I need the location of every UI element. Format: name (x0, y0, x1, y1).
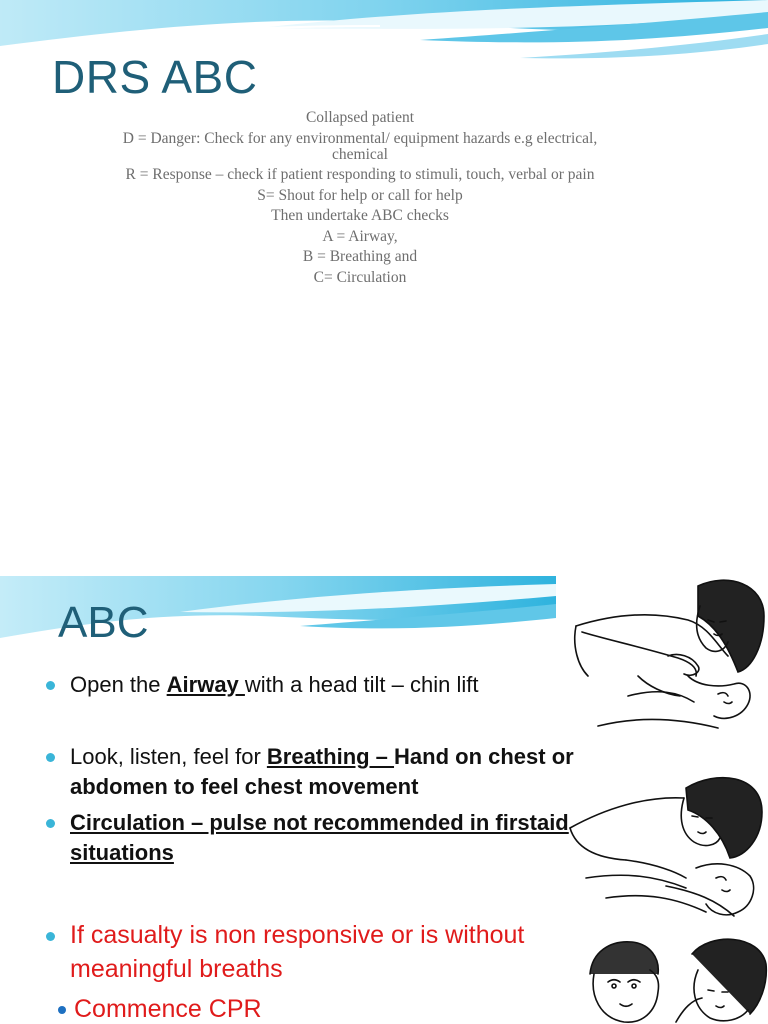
head-tilt-chin-lift-illustration (568, 576, 768, 741)
bullet-text: Commence CPR (74, 995, 262, 1023)
bullet-non-responsive (44, 918, 540, 986)
bullet-text: Open the (70, 672, 167, 697)
step-line: C= Circulation (313, 268, 407, 286)
step-line: B = Breathing and (302, 248, 418, 265)
bullet-text: with a head tilt – chin lift (244, 672, 479, 697)
bullet-text: Look, listen, feel for (70, 744, 267, 769)
bullet-dot-icon (46, 932, 55, 941)
step-line: Then undertake ABC checks (271, 207, 449, 224)
bullet-keyword: Airway (166, 672, 245, 697)
cpr-check-illustration (580, 934, 768, 1024)
bullet-dot-icon (46, 819, 55, 828)
bullet-keyword: Circulation – pulse not recommended in firstaid situations (70, 810, 569, 865)
step-line: A = Airway, (322, 227, 398, 245)
look-listen-feel-illustration (566, 768, 768, 928)
bullet-circulation (44, 808, 590, 868)
bullet-airway (44, 670, 478, 700)
slide-title: ABC (58, 598, 149, 647)
bullet-bold-text: Hand on chest or abdomen to feel chest movement (70, 744, 574, 799)
drs-abc-steps (95, 110, 625, 290)
bullet-breathing (44, 742, 590, 802)
bullet-dot-icon (46, 753, 55, 762)
step-line: Collapsed patient (305, 109, 415, 126)
bullet-text: If casualty is non responsive or is without meaningful breaths (70, 921, 525, 983)
sub-bullet-cpr (50, 992, 262, 1024)
sub-bullet-dot-icon (58, 1006, 66, 1014)
bullet-dot-icon (46, 681, 55, 690)
step-line: D = Danger: Check for any environmental/ equipment hazards e.g electrical, chemical (122, 129, 598, 163)
slide-abc (0, 576, 768, 1024)
slide-title: DRS ABC (52, 51, 258, 103)
bullet-keyword: Breathing – (266, 744, 395, 769)
step-line: R = Response – check if patient responding to stimuli, touch, verbal or pain (125, 166, 595, 183)
step-line: S= Shout for help or call for help (257, 186, 463, 204)
